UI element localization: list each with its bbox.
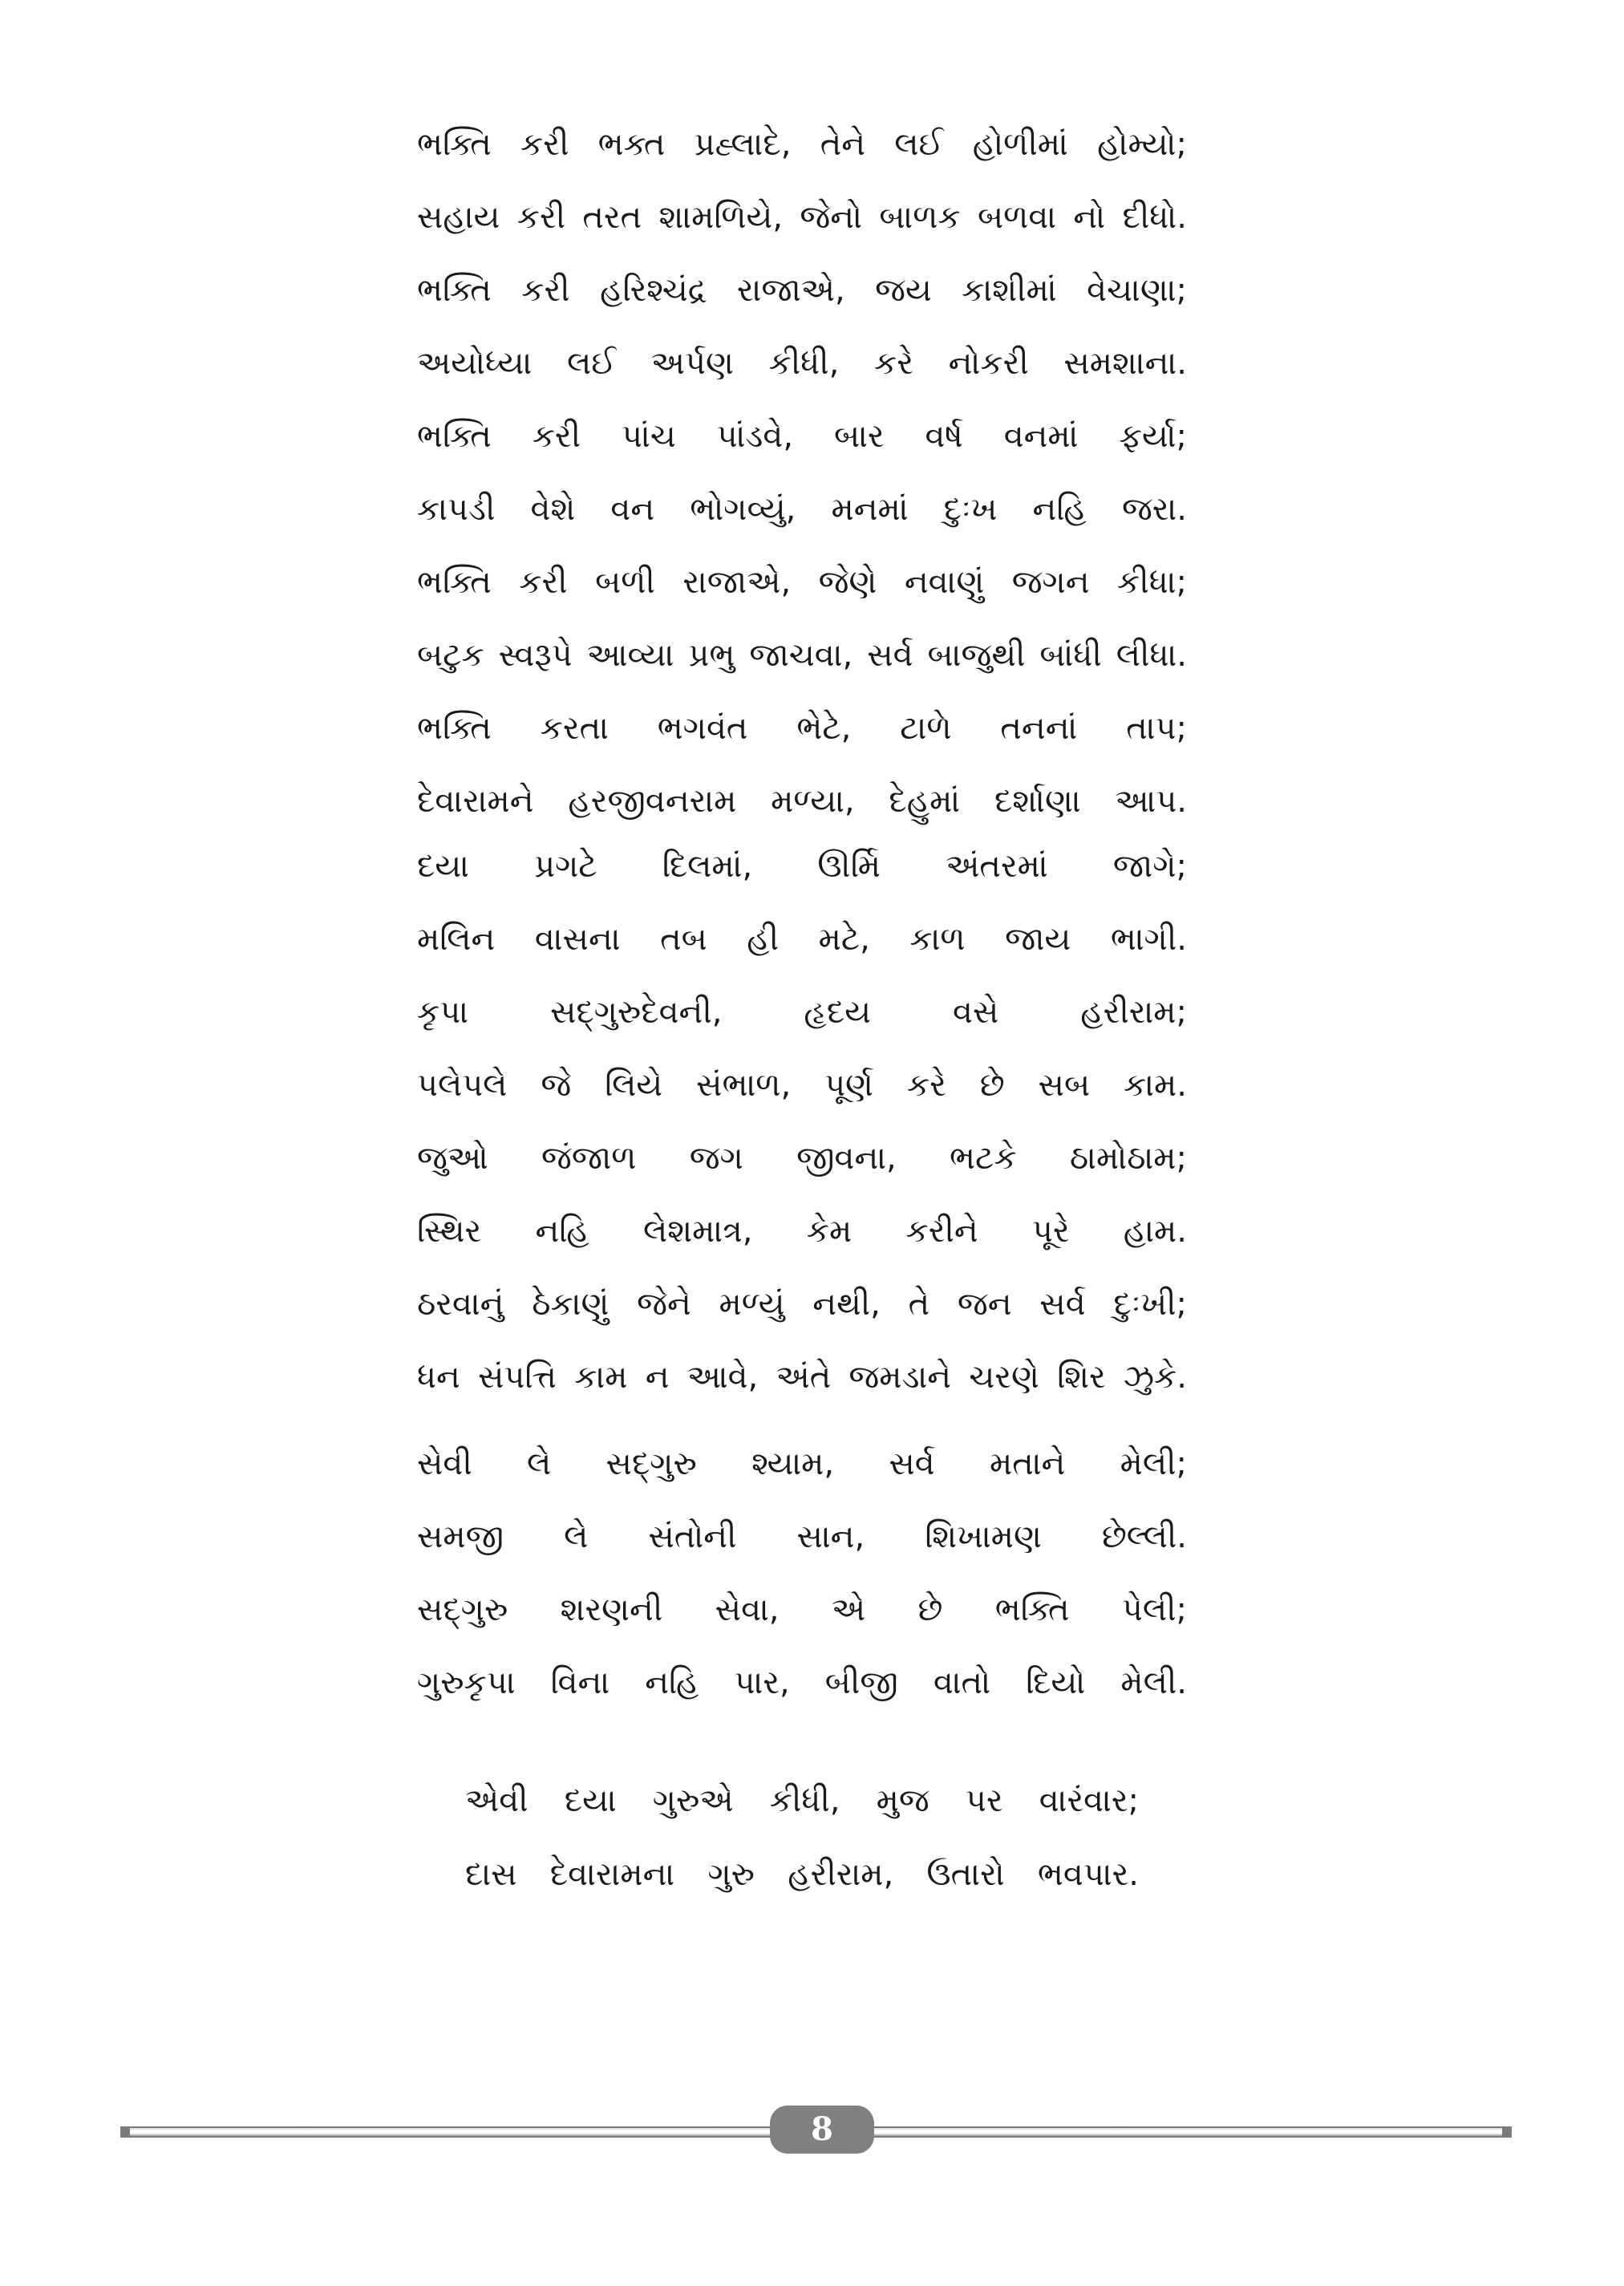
verse-line: સ્થિર નહિ લેશમાત્ર, કેમ કરીને પૂરે હામ. (417, 1213, 1187, 1250)
verse-line: સેવી લે સદ્ગુરુ શ્યામ, સર્વ મતાને મેલી; (417, 1445, 1187, 1482)
verse-line: કાપડી વેશે વન ભોગવ્યું, મનમાં દુઃખ નહિ જરા. (417, 491, 1187, 528)
verse-line: ભક્તિ કરી પાંચ પાંડવે, બાર વર્ષ વનમાં ફર્યા; (417, 418, 1187, 455)
footer-rule-left (120, 2126, 780, 2138)
verse-line: દાસ દેવારામના ગુરુ હરીરામ, ઉતારો ભવપાર. (465, 1856, 1139, 1893)
verse-line: અયોધ્યા લઈ અર્પણ કીધી, કરે નોકરી સમશાના. (417, 345, 1187, 382)
verse-line: જુઓ જંજાળ જગ જીવના, ભટકે ઠામોઠામ; (417, 1140, 1187, 1177)
verse-line: પલેપલે જે લિયે સંભાળ, પૂર્ણ કરે છે સબ કામ. (417, 1067, 1187, 1104)
stanza-1 (417, 120, 1187, 850)
verse-line: મલિન વાસના તબ હી મટે, કાળ જાય ભાગી. (417, 921, 1187, 958)
verse-line: ગુરુકૃપા વિના નહિ પાર, બીજી વાતો દિયો મેલી. (417, 1664, 1187, 1701)
verse-line: દયા પ્રગટે દિલમાં, ઊર્મિ અંતરમાં જાગે; (417, 848, 1187, 885)
page-number: 8 (770, 2106, 874, 2154)
stanza-2 (417, 842, 1187, 1426)
verse-line: ધન સંપત્તિ કામ ન આવે, અંતે જમડાને ચરણે શિર ઝુકે. (417, 1359, 1187, 1396)
verse-line: ઠરવાનું ઠેકાણું જેને મળ્યું નથી, તે જન સર્વ દુઃખી; (417, 1286, 1187, 1323)
verse-line: ભક્તિ કરી હરિશ્ચંદ્ર રાજાએ, જય કાશીમાં વેચાણા; (417, 272, 1187, 309)
verse-line: સહાય કરી તરત શામળિયે, જેનો બાળક બળવા નો દીધો. (417, 199, 1187, 236)
verse-line: બટુક સ્વરૂપે આવ્યા પ્રભુ જાચવા, સર્વ બાજુથી બાંધી લીધા. (417, 637, 1187, 674)
verse-line: ભક્તિ કરતા ભગવંત ભેટે, ટાળે તનનાં તાપ; (417, 710, 1187, 747)
verse-line: દેવારામને હરજીવનરામ મળ્યા, દેહુમાં દર્શાણા આપ. (417, 783, 1187, 820)
stanza-3 (417, 1440, 1187, 1732)
verse-line: ભક્તિ કરી ભક્ત પ્રહ્લાદે, તેને લઈ હોળીમાં હોમ્યો; (417, 126, 1187, 163)
footer-rule-right (874, 2126, 1512, 2138)
verse-line: કૃપા સદ્ગુરુદેવની, હૃદય વસે હરીરામ; (417, 994, 1187, 1031)
verse-line: સમજી લે સંતોની સાન, શિખામણ છેલ્લી. (417, 1518, 1187, 1555)
verse-line: એવી દયા ગુરુએ કીધી, મુજ પર વારંવાર; (465, 1782, 1139, 1819)
closing-couplet (465, 1777, 1139, 1924)
verse-line: સદ્ગુરુ શરણની સેવા, એ છે ભક્તિ પેલી; (417, 1591, 1187, 1628)
verse-line: ભક્તિ કરી બળી રાજાએ, જેણે નવાણું જગન કીધા; (417, 564, 1187, 601)
page-footer (120, 2106, 1512, 2154)
